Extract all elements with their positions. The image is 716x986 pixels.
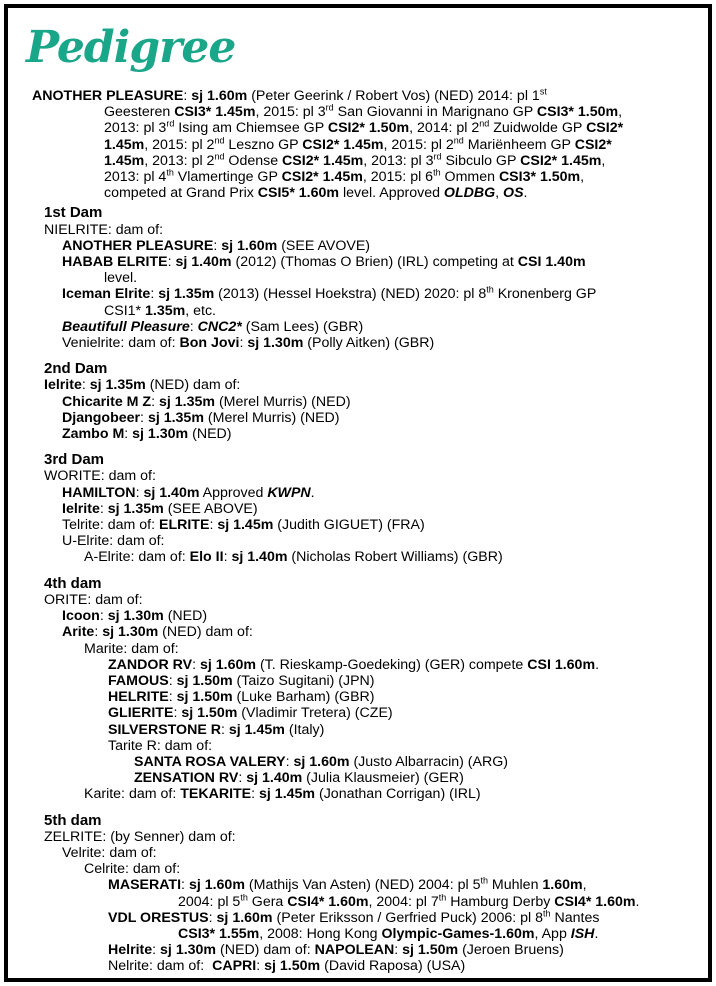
offspring-line: Tarite R: dam of: xyxy=(108,737,213,754)
dam-line: WORITE: dam of: xyxy=(44,468,156,485)
dam-line: Ielrite: sj 1.35m (NED) dam of: xyxy=(44,377,241,394)
offspring-line: MASERATI: sj 1.60m (Mathijs Van Asten) (NED) 2004: pl 5th Muhlen 1.60m, xyxy=(108,875,587,894)
offspring-line: Djangobeer: sj 1.35m (Merel Murris) (NED) xyxy=(62,409,340,426)
offspring-line: FAMOUS: sj 1.50m (Taizo Sugitani) (JPN) xyxy=(108,672,375,689)
dam-heading: 1st Dam xyxy=(44,204,103,222)
offspring-line: HELRITE: sj 1.50m (Luke Barham) (GBR) xyxy=(108,689,375,706)
dam-line: NIELRITE: dam of: xyxy=(44,221,164,238)
offspring-line: level. xyxy=(104,270,138,287)
offspring-line: ZENSATION RV: sj 1.40m (Julia Klausmeier) (GER) xyxy=(134,770,464,787)
offspring-line: VDL ORESTUS: sj 1.60m (Peter Eriksson / Gerfried Puck) 2006: pl 8th Nantes xyxy=(108,908,600,926)
offspring-line: Venielrite: dam of: Bon Jovi: sj 1.30m (Polly Aitken) (GBR) xyxy=(62,335,435,352)
entry-line: 1.45m, 2015: pl 2nd Leszno GP CSI2* 1.45m, 2015: pl 2nd Mariënheem GP CSI2* xyxy=(104,134,612,153)
offspring-line: Helrite: sj 1.30m (NED) dam of: NAPOLEAN: sj 1.50m (Jeroen Bruens) xyxy=(108,942,564,959)
dam-line: ORITE: dam of: xyxy=(44,591,143,608)
offspring-line: Arite: sj 1.30m (NED) dam of: xyxy=(62,624,253,641)
pedigree-frame xyxy=(4,4,712,982)
dam-line: ZELRITE: (by Senner) dam of: xyxy=(44,828,236,845)
page-title: Pedigree xyxy=(26,22,236,73)
offspring-line: Velrite: dam of: xyxy=(62,844,157,861)
dam-heading: 2nd Dam xyxy=(44,360,108,378)
entry-line: 2013: pl 3rd Ising am Chiemsee GP CSI2* 1.50m, 2014: pl 2nd Zuidwolde GP CSI2* xyxy=(104,118,624,137)
pedigree-body xyxy=(8,88,708,975)
offspring-line: Ielrite: sj 1.35m (SEE ABOVE) xyxy=(62,500,258,517)
entry-line: 2013: pl 4th Vlamertinge GP CSI2* 1.45m, 2015: pl 6th Ommen CSI3* 1.50m, xyxy=(104,167,585,186)
offspring-line: Iceman Elrite: sj 1.35m (2013) (Hessel Hoekstra) (NED) 2020: pl 8th Kronenberg GP xyxy=(62,284,597,303)
offspring-line: HAMILTON: sj 1.40m Approved KWPN. xyxy=(62,484,315,501)
dam-heading: 4th dam xyxy=(44,574,102,592)
entry-line: 1.45m, 2013: pl 2nd Odense CSI2* 1.45m, 2013: pl 3rd Sibculo GP CSI2* 1.45m, xyxy=(104,151,606,169)
offspring-line: ZANDOR RV: sj 1.60m (T. Rieskamp-Goedeking) (GER) compete CSI 1.60m. xyxy=(108,656,600,673)
offspring-line: 2004: pl 5th Gera CSI4* 1.60m, 2004: pl 7th Hamburg Derby CSI4* 1.60m. xyxy=(178,891,640,910)
offspring-line: Nelrite: dam of: CAPRI: sj 1.50m (David Raposa) (USA) xyxy=(108,958,466,975)
entry-line: Geesteren CSI3* 1.45m, 2015: pl 3rd San Giovanni in Marignano GP CSI3* 1.50m, xyxy=(104,102,623,121)
offspring-line: Marite: dam of: xyxy=(84,640,179,657)
offspring-line: U-Elrite: dam of: xyxy=(62,533,165,550)
dam-heading: 3rd Dam xyxy=(44,451,105,469)
offspring-line: Beautifull Pleasure: CNC2* (Sam Lees) (GBR) xyxy=(62,318,364,335)
offspring-line: Karite: dam of: TEKARITE: sj 1.45m (Jonathan Corrigan) (IRL) xyxy=(84,786,481,803)
offspring-line: HABAB ELRITE: sj 1.40m (2012) (Thomas O Brien) (IRL) competing at CSI 1.40m xyxy=(62,254,586,271)
offspring-line: ANOTHER PLEASURE: sj 1.60m (SEE AVOVE) xyxy=(62,237,371,254)
offspring-line: Zambo M: sj 1.30m (NED) xyxy=(62,426,232,443)
offspring-line: Chicarite M Z: sj 1.35m (Merel Murris) (NED) xyxy=(62,393,351,410)
entry-line: ANOTHER PLEASURE: sj 1.60m (Peter Geerink / Robert Vos) (NED) 2014: pl 1st xyxy=(32,86,547,104)
offspring-line: Telrite: dam of: ELRITE: sj 1.45m (Judith GIGUET) (FRA) xyxy=(62,517,425,534)
offspring-line: CSI3* 1.55m, 2008: Hong Kong Olympic-Games-1.60m, App ISH. xyxy=(178,925,599,942)
offspring-line: SANTA ROSA VALERY: sj 1.60m (Justo Albarracin) (ARG) xyxy=(134,753,508,770)
entry-line: competed at Grand Prix CSI5* 1.60m level. Approved OLDBG, OS. xyxy=(104,185,528,202)
offspring-line: Celrite: dam of: xyxy=(84,861,181,878)
offspring-line: GLIERITE: sj 1.50m (Vladimir Tretera) (CZE) xyxy=(108,705,393,722)
offspring-line: Icoon: sj 1.30m (NED) xyxy=(62,608,208,625)
offspring-line: CSI1* 1.35m, etc. xyxy=(104,302,217,319)
offspring-line: A-Elrite: dam of: Elo II: sj 1.40m (Nicholas Robert Williams) (GBR) xyxy=(84,549,503,566)
offspring-line: SILVERSTONE R: sj 1.45m (Italy) xyxy=(108,721,325,738)
dam-heading: 5th dam xyxy=(44,811,102,829)
